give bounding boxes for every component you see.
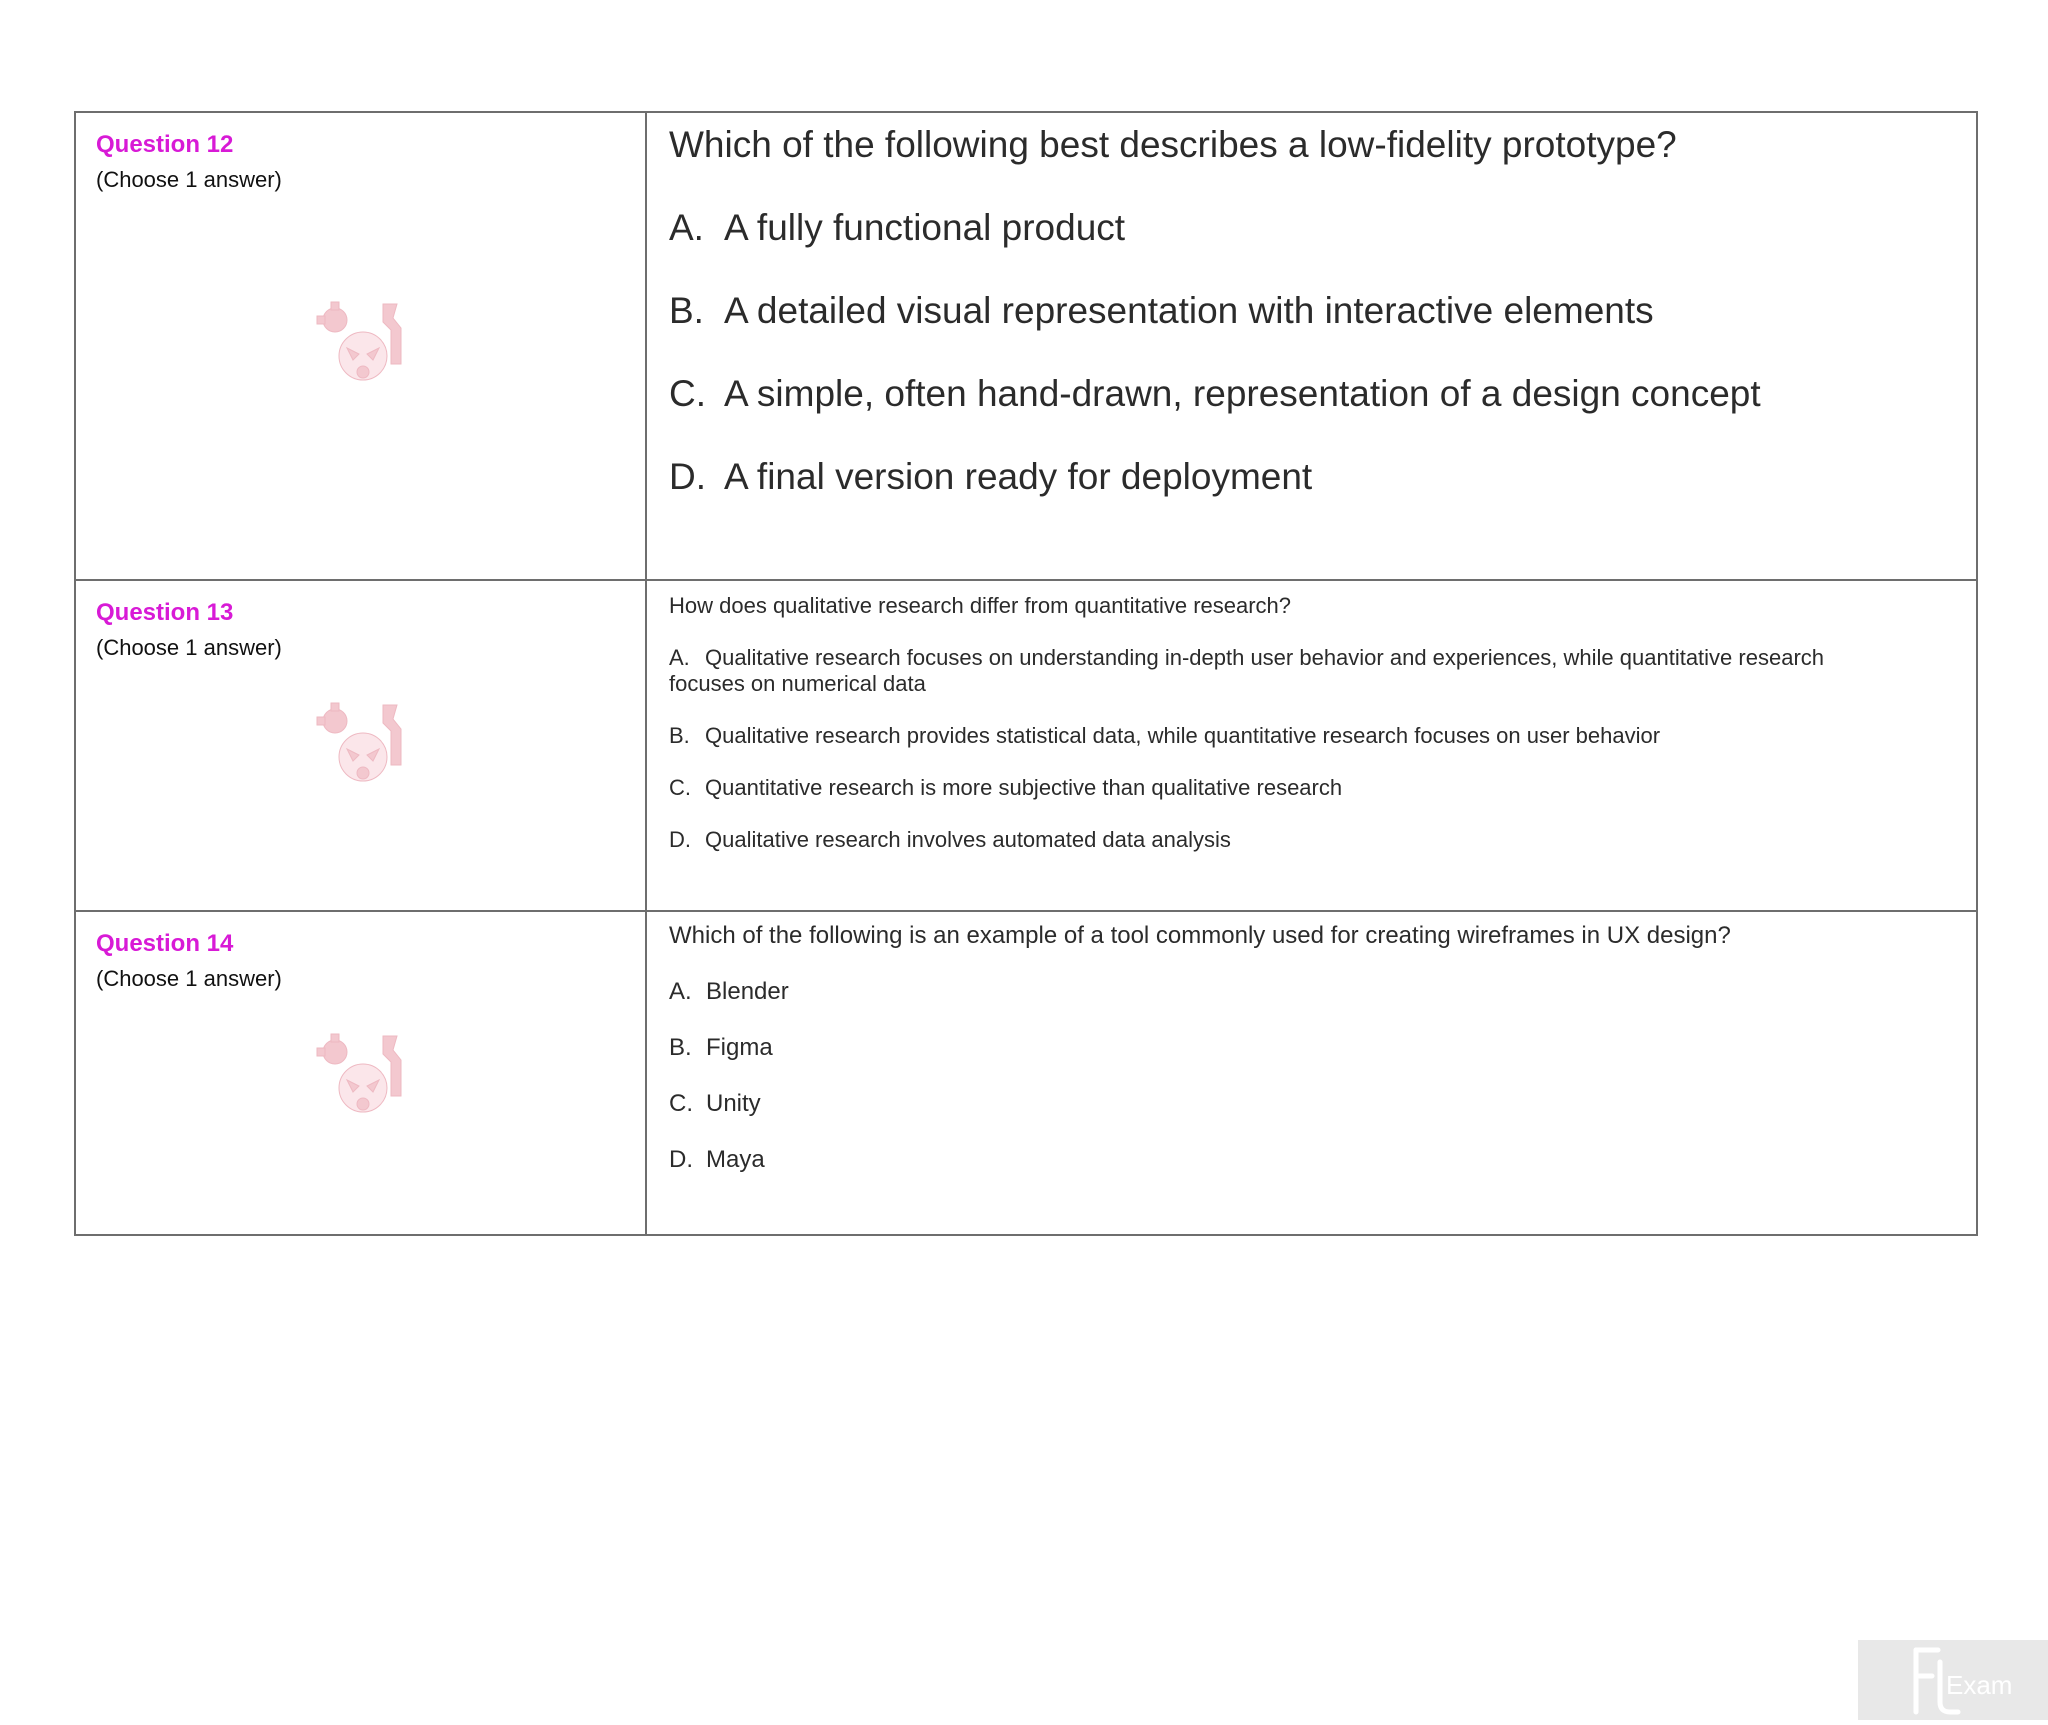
question-instruction: (Choose 1 answer) <box>96 167 282 192</box>
question-text: Which of the following is an example of a tool commonly used for creating wireframes in UX design? <box>669 922 1731 949</box>
answer-option-d[interactable] <box>669 1146 765 1174</box>
question-label: Question 13 <box>96 599 234 626</box>
option-letter: D. <box>669 1146 693 1173</box>
question-meta-cell <box>75 580 646 911</box>
option-text: Qualitative research focuses on understanding in-depth user behavior and experiences, while quantitative research focuses on numerical data <box>669 645 1825 696</box>
option-text: Unity <box>706 1090 761 1117</box>
gear-wrench-icon <box>313 1030 413 1122</box>
answer-option-c[interactable] <box>669 372 1761 416</box>
option-letter: A. <box>669 645 690 670</box>
option-text: A simple, often hand-drawn, representation of a design concept <box>724 373 1761 414</box>
option-letter: B. <box>669 1034 692 1061</box>
option-text: Qualitative research provides statistical data, while quantitative research focuses on user behavior <box>705 723 1661 748</box>
gear-wrench-icon <box>313 298 413 390</box>
question-meta-cell <box>75 911 646 1235</box>
option-letter: A. <box>669 207 704 248</box>
option-text: Figma <box>706 1034 773 1061</box>
answer-option-c[interactable] <box>669 775 1849 801</box>
option-text: A final version ready for deployment <box>724 456 1313 497</box>
logo-text: Exam <box>1946 1670 2013 1700</box>
answer-option-b[interactable] <box>669 723 1849 749</box>
question-text: How does qualitative research differ from quantitative research? <box>669 593 1292 618</box>
option-text: A fully functional product <box>724 207 1126 248</box>
question-row <box>75 911 1977 1235</box>
option-letter: B. <box>669 290 704 331</box>
answer-option-d[interactable] <box>669 455 1312 499</box>
answer-option-a[interactable] <box>669 645 1849 697</box>
answer-option-a[interactable] <box>669 206 1125 250</box>
option-letter: C. <box>669 373 706 414</box>
question-content-cell <box>646 112 1977 580</box>
fe-logo-icon <box>1858 1640 2048 1720</box>
option-letter: C. <box>669 775 691 800</box>
answer-option-d[interactable] <box>669 827 1849 853</box>
gear-wrench-icon <box>313 699 413 791</box>
answer-option-b[interactable] <box>669 289 1654 333</box>
question-label: Question 12 <box>96 131 234 158</box>
questions-table <box>74 111 1978 1236</box>
option-letter: B. <box>669 723 690 748</box>
question-content-cell <box>646 911 1977 1235</box>
option-letter: A. <box>669 978 692 1005</box>
option-letter: D. <box>669 827 691 852</box>
question-content-cell <box>646 580 1977 911</box>
option-text: Blender <box>706 978 789 1005</box>
answer-option-b[interactable] <box>669 1034 773 1062</box>
question-instruction: (Choose 1 answer) <box>96 966 282 991</box>
question-text: Which of the following best describes a low-fidelity prototype? <box>669 124 1677 165</box>
option-text: Qualitative research involves automated data analysis <box>705 827 1231 852</box>
question-meta-cell <box>75 112 646 580</box>
option-text: A detailed visual representation with interactive elements <box>724 290 1654 331</box>
question-instruction: (Choose 1 answer) <box>96 635 282 660</box>
option-letter: C. <box>669 1090 693 1117</box>
question-row <box>75 580 1977 911</box>
fe-exam-logo <box>1858 1640 2048 1720</box>
option-text: Quantitative research is more subjective than qualitative research <box>705 775 1343 800</box>
answer-option-a[interactable] <box>669 978 789 1006</box>
option-text: Maya <box>706 1146 765 1173</box>
answer-option-c[interactable] <box>669 1090 761 1118</box>
option-letter: D. <box>669 456 706 497</box>
question-row <box>75 112 1977 580</box>
question-label: Question 14 <box>96 930 234 957</box>
